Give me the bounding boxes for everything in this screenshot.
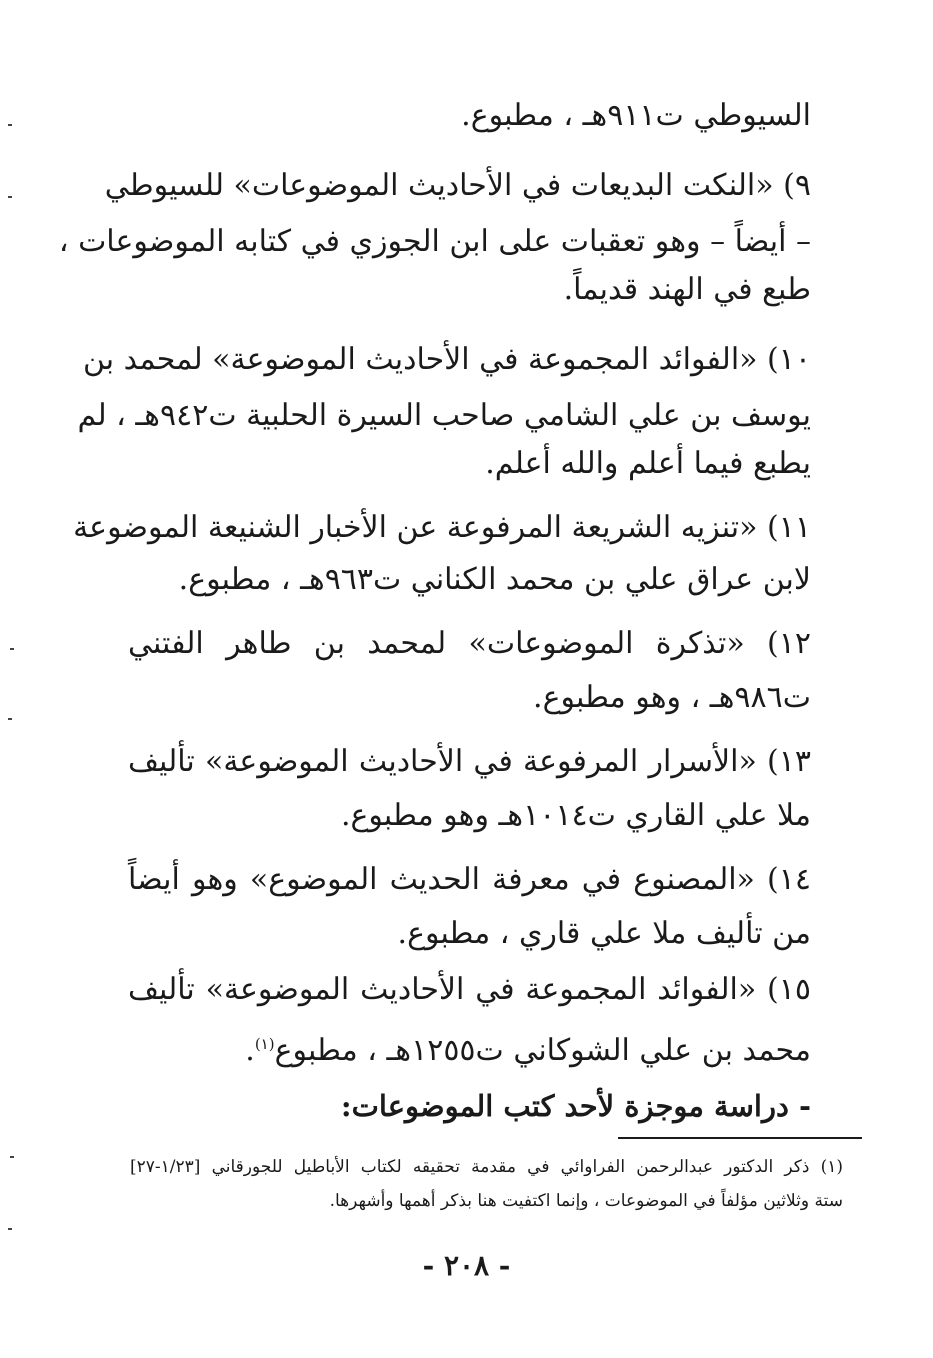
scan-speck <box>8 1228 12 1230</box>
footnote-divider <box>618 1137 862 1139</box>
text-line: من تأليف ملا علي قاري ، مطبوع. <box>397 916 811 951</box>
text-line: محمد بن علي الشوكاني ت١٢٥٥هـ ، مطبوع$^{(١)}$. <box>245 1033 811 1068</box>
text-line: ١٢) «تذكرة الموضوعات» لمحمد بن طاهر الفتني <box>128 626 811 661</box>
text-line: ٩) «النكت البديعات في الأحاديث الموضوعات» للسيوطي <box>104 168 811 203</box>
scan-speck <box>10 648 14 650</box>
text-line: ١١) «تنزيه الشريعة المرفوعة عن الأخبار الشنيعة الموضوعة <box>73 510 811 545</box>
footnote-marker: (١) <box>254 1035 275 1053</box>
text-line: طبع في الهند قديماً. <box>563 272 811 307</box>
text-line: ١٣) «الأسرار المرفوعة في الأحاديث الموضوعة» تأليف <box>128 744 811 779</box>
text-line: ١٠) «الفوائد المجموعة في الأحاديث الموضوعة» لمحمد بن <box>82 342 811 377</box>
footnote-line: (١) ذكر الدكتور عبدالرحمن الفراوائي في مقدمة تحقيقه لكتاب الأباطيل للجورقاني [١/٢٣-٢٧] <box>130 1157 843 1177</box>
footnote-line: ستة وثلاثين مؤلفاً في الموضوعات ، وإنما اكتفيت هنا بذكر أهمها وأشهرها. <box>329 1191 843 1211</box>
text-line: يوسف بن علي الشامي صاحب السيرة الحلبية ت٩٤٢هـ ، لم <box>77 398 811 433</box>
scan-speck <box>8 124 12 126</box>
text-line: ت٩٨٦هـ ، وهو مطبوع. <box>533 680 811 715</box>
text-line: ١٤) «المصنوع في معرفة الحديث الموضوع» وهو أيضاً <box>128 862 811 897</box>
scan-speck <box>8 196 12 198</box>
section-heading: - دراسة موجزة لأحد كتب الموضوعات: <box>340 1089 811 1123</box>
text-line-content: محمد بن علي الشوكاني ت١٢٥٥هـ ، مطبوع <box>274 1033 811 1068</box>
text-line: لابن عراق علي بن محمد الكناني ت٩٦٣هـ ، مطبوع. <box>178 562 811 597</box>
scan-speck <box>10 1156 14 1158</box>
scan-speck <box>8 718 12 720</box>
text-line: – أيضاً – وهو تعقبات على ابن الجوزي في كتابه الموضوعات ، <box>58 224 811 259</box>
text-line: يطبع فيما أعلم والله أعلم. <box>485 446 811 481</box>
page-number: - ٢٠٨ - <box>422 1249 511 1282</box>
text-line: ملا علي القاري ت١٠١٤هـ وهو مطبوع. <box>340 798 811 833</box>
text-line: السيوطي ت٩١١هـ ، مطبوع. <box>461 98 811 133</box>
text-line: ١٥) «الفوائد المجموعة في الأحاديث الموضوعة» تأليف <box>128 972 811 1007</box>
